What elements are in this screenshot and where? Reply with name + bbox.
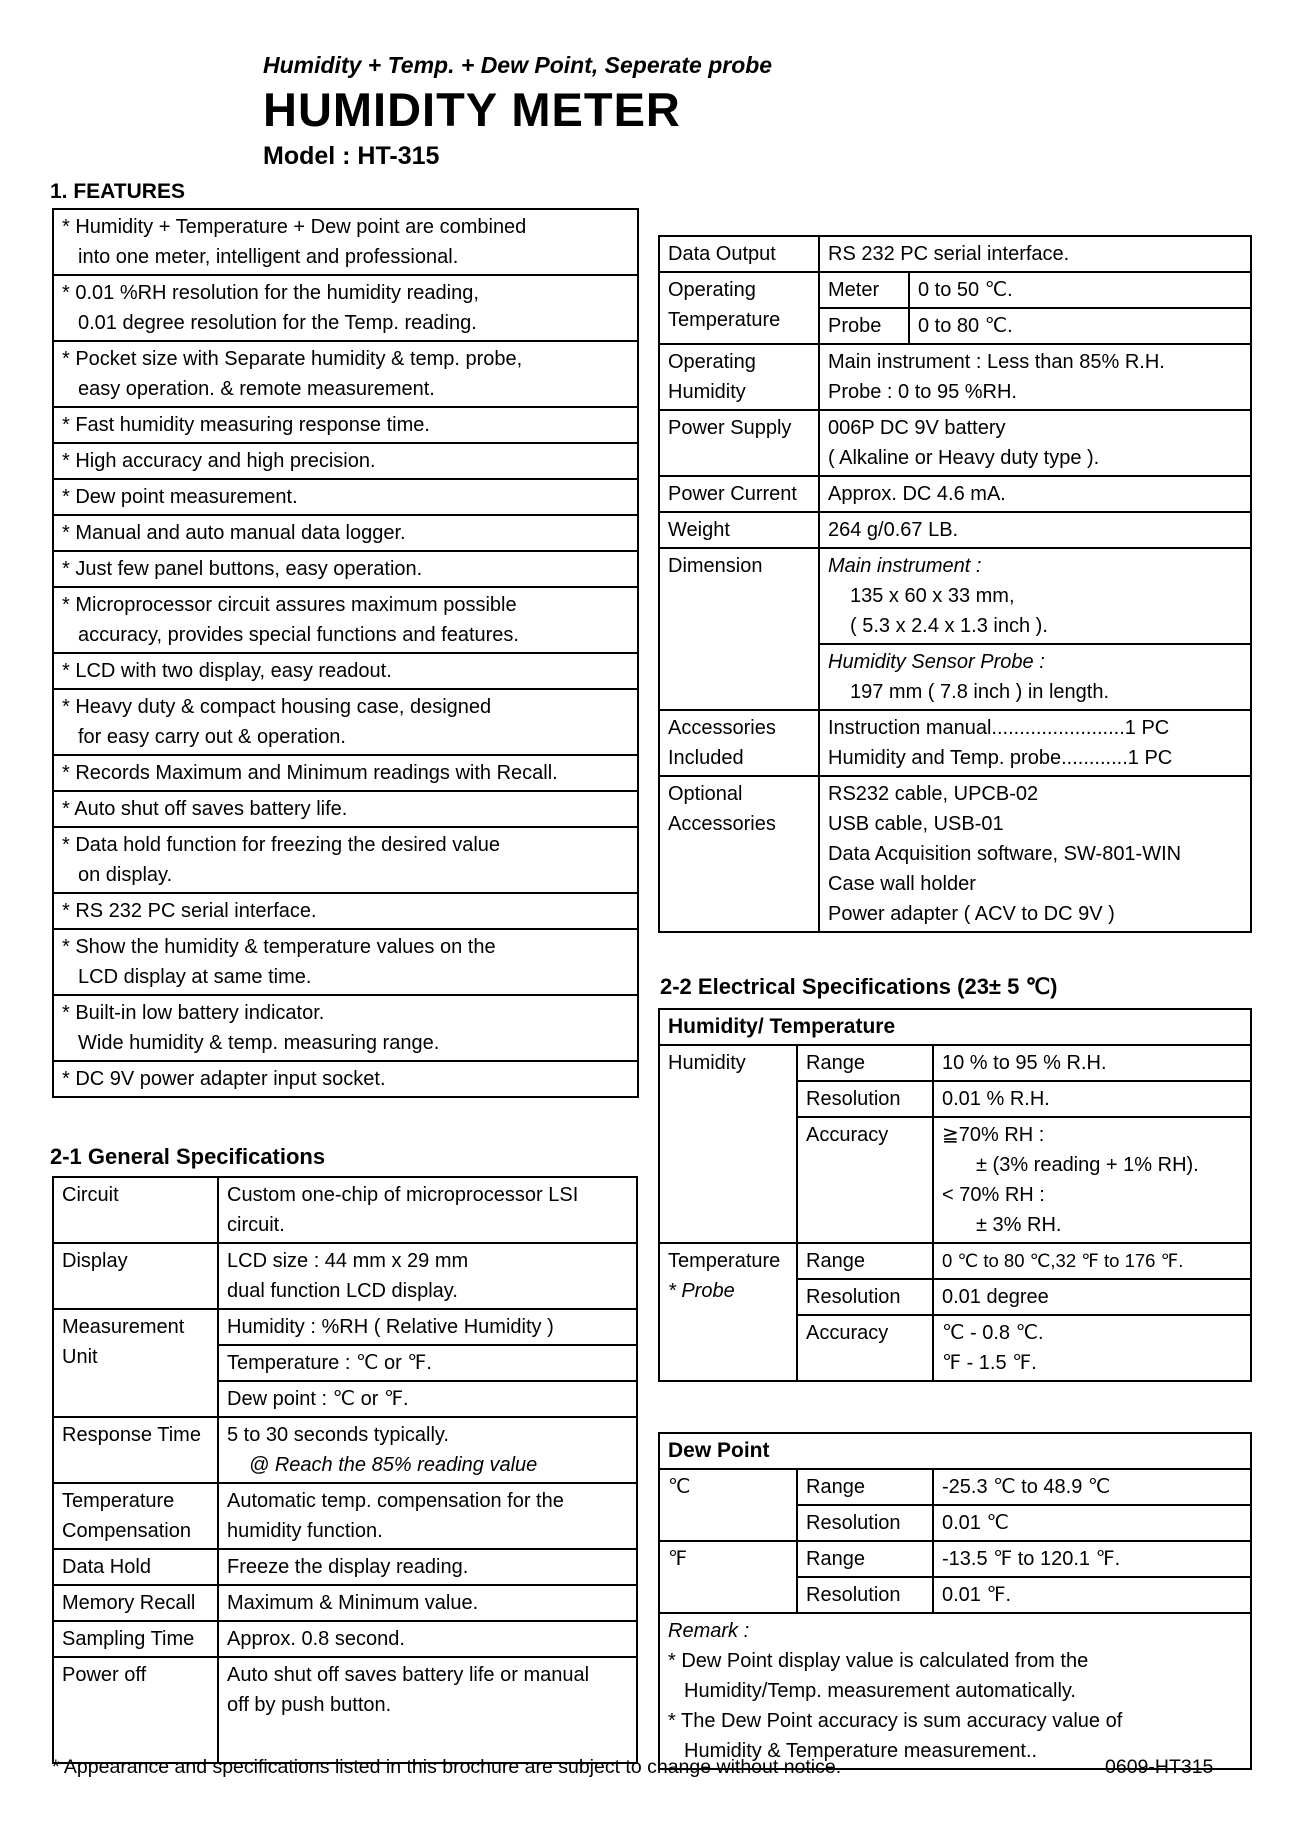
feature-cell	[53, 827, 638, 893]
dew-table-header: Dew Point	[659, 1433, 1251, 1469]
feature-row	[53, 341, 638, 407]
dimension-main-title: Main instrument :	[828, 555, 982, 577]
feature-line: * High accuracy and high precision.	[62, 450, 376, 472]
spec-value-line: Data Acquisition software, SW-801-WIN	[828, 843, 1182, 865]
feature-line: for easy carry out & operation.	[78, 726, 346, 748]
feature-row	[53, 995, 638, 1061]
spec-label-line: Accessories	[668, 813, 776, 835]
spec-key: Accuracy	[797, 1117, 933, 1243]
spec-value: 0.01 % R.H.	[933, 1081, 1251, 1117]
feature-cell	[53, 341, 638, 407]
dew-fahrenheit-range-row	[659, 1541, 1251, 1577]
feature-line: * Fast humidity measuring response time.	[62, 414, 430, 436]
feature-cell	[53, 587, 638, 653]
spec-table-main	[658, 235, 1252, 933]
spec-label-line: Compensation	[62, 1520, 191, 1542]
feature-row	[53, 209, 638, 275]
spec-key: Range	[797, 1469, 933, 1505]
spec-row-power-supply	[659, 410, 1251, 476]
dew-header-row	[659, 1433, 1251, 1469]
spec-row-weight	[659, 512, 1251, 548]
spec-label-line: Operating	[668, 351, 756, 373]
spec-label-line: Optional	[668, 783, 743, 805]
footer-document-code: 0609-HT315	[1105, 1756, 1214, 1778]
spec-key: Resolution	[797, 1505, 933, 1541]
spec-label	[659, 272, 819, 344]
feature-line: * Humidity + Temperature + Dew point are combined	[62, 216, 527, 238]
remark-title: Remark :	[668, 1620, 750, 1642]
feature-cell	[53, 407, 638, 443]
spec-key: Resolution	[797, 1279, 933, 1315]
spec-row-dimension	[659, 548, 1251, 710]
spec-key: Range	[797, 1243, 933, 1279]
general-row-circuit	[53, 1177, 637, 1243]
general-row-measurement-unit	[53, 1309, 637, 1345]
feature-line: LCD display at same time.	[78, 966, 312, 988]
general-specs-heading: 2-1 General Specifications	[50, 1144, 326, 1169]
accuracy-line: < 70% RH :	[942, 1184, 1045, 1206]
dimension-probe-block	[820, 643, 1250, 709]
feature-cell	[53, 275, 638, 341]
feature-cell	[53, 755, 638, 791]
spec-value: Humidity : %RH ( Relative Humidity )	[218, 1309, 637, 1345]
spec-value	[819, 710, 1251, 776]
spec-value-line: Custom one-chip of microprocessor LSI	[227, 1184, 579, 1206]
spec-value: 0.01 ℉.	[933, 1577, 1251, 1613]
feature-cell	[53, 479, 638, 515]
spec-label-line: Measurement	[62, 1316, 185, 1338]
spec-value: 10 % to 95 % R.H.	[933, 1045, 1251, 1081]
spec-value-line: circuit.	[227, 1214, 285, 1236]
spec-value-line: Auto shut off saves battery life or manual	[227, 1664, 590, 1686]
spec-label-line: Included	[668, 747, 744, 769]
feature-cell	[53, 1061, 638, 1097]
spec-value-line: humidity function.	[227, 1520, 383, 1542]
spec-label: Data Hold	[53, 1549, 218, 1585]
spec-value: Freeze the display reading.	[218, 1549, 637, 1585]
spec-value	[218, 1483, 637, 1549]
spec-label: Power off	[53, 1657, 218, 1763]
spec-label	[659, 710, 819, 776]
spec-row-optional-accessories	[659, 776, 1251, 932]
spec-value	[819, 410, 1251, 476]
spec-value-line: Main instrument : Less than 85% R.H.	[828, 351, 1165, 373]
spec-key: Range	[797, 1541, 933, 1577]
spec-value-line: Probe : 0 to 95 %RH.	[828, 381, 1017, 403]
product-title: HUMIDITY METER	[263, 83, 681, 136]
feature-row	[53, 479, 638, 515]
product-model: Model : HT-315	[263, 142, 440, 170]
spec-subkey: Probe	[819, 308, 909, 344]
spec-value: Approx. DC 4.6 mA.	[819, 476, 1251, 512]
spec-value: 264 g/0.67 LB.	[819, 512, 1251, 548]
spec-label	[53, 1309, 218, 1417]
ht-temperature-range-row	[659, 1243, 1251, 1279]
spec-value: -25.3 ℃ to 48.9 ℃	[933, 1469, 1251, 1505]
section-label-note: * Probe	[668, 1280, 735, 1302]
spec-value: -13.5 ℉ to 120.1 ℉.	[933, 1541, 1251, 1577]
spec-value-line: Power adapter ( ACV to DC 9V )	[828, 903, 1115, 925]
general-row-sampling-time	[53, 1621, 637, 1657]
document-header	[263, 52, 772, 171]
spec-value-note: @ Reach the 85% reading value	[249, 1454, 538, 1476]
ht-table-header: Humidity/ Temperature	[659, 1009, 1251, 1045]
feature-row	[53, 893, 638, 929]
unit-label-celsius: ℃	[659, 1469, 797, 1541]
feature-row	[53, 551, 638, 587]
spec-value: Maximum & Minimum value.	[218, 1585, 637, 1621]
remark-line: * The Dew Point accuracy is sum accuracy value of	[668, 1710, 1123, 1732]
feature-line: 0.01 degree resolution for the Temp. reading.	[78, 312, 477, 334]
section-label-line: Temperature	[668, 1250, 781, 1272]
spec-value	[819, 776, 1251, 932]
accuracy-line: ± 3% RH.	[976, 1214, 1062, 1236]
unit-label-fahrenheit: ℉	[659, 1541, 797, 1613]
spec-value	[218, 1657, 637, 1763]
spec-value-line: off by push button.	[227, 1694, 392, 1716]
general-row-temperature-compensation	[53, 1483, 637, 1549]
humidity-temperature-table	[658, 1008, 1252, 1382]
spec-value-line: RS232 cable, UPCB-02	[828, 783, 1039, 805]
feature-cell	[53, 551, 638, 587]
dimension-probe-title: Humidity Sensor Probe :	[828, 651, 1045, 673]
spec-value: 0.01 ℃	[933, 1505, 1251, 1541]
feature-cell	[53, 995, 638, 1061]
general-row-memory-recall	[53, 1585, 637, 1621]
spec-value-line: 5 to 30 seconds typically.	[227, 1424, 449, 1446]
feature-cell	[53, 515, 638, 551]
spec-row-operating-temperature	[659, 272, 1251, 308]
spec-label	[53, 1483, 218, 1549]
spec-value: Dew point : ℃ or ℉.	[218, 1381, 637, 1417]
spec-value-line: LCD size : 44 mm x 29 mm	[227, 1250, 469, 1272]
footer-disclaimer: * Appearance and specifications listed in this brochure are subject to change without notice.	[52, 1756, 842, 1778]
spec-value: RS 232 PC serial interface.	[819, 236, 1251, 272]
feature-row	[53, 443, 638, 479]
dimension-probe-line: 197 mm ( 7.8 inch ) in length.	[850, 681, 1110, 703]
spec-value: 0 to 80 ℃.	[909, 308, 1251, 344]
feature-line: Wide humidity & temp. measuring range.	[78, 1032, 440, 1054]
dew-celsius-range-row	[659, 1469, 1251, 1505]
spec-row-operating-humidity	[659, 344, 1251, 410]
feature-line: into one meter, intelligent and professional.	[78, 246, 459, 268]
spec-value: Temperature : ℃ or ℉.	[218, 1345, 637, 1381]
spec-label: Dimension	[659, 548, 819, 710]
feature-line: * LCD with two display, easy readout.	[62, 660, 392, 682]
spec-value-line: Automatic temp. compensation for the	[227, 1490, 564, 1512]
feature-cell	[53, 689, 638, 755]
general-row-data-hold	[53, 1549, 637, 1585]
feature-line: * Built-in low battery indicator.	[62, 1002, 325, 1024]
spec-key: Resolution	[797, 1081, 933, 1117]
spec-label: Power Supply	[659, 410, 819, 476]
feature-line: * Show the humidity & temperature values on the	[62, 936, 496, 958]
spec-label: Power Current	[659, 476, 819, 512]
spec-label: Sampling Time	[53, 1621, 218, 1657]
spec-value	[218, 1243, 637, 1309]
spec-value	[218, 1177, 637, 1243]
feature-line: * Records Maximum and Minimum readings with Recall.	[62, 762, 558, 784]
general-specs-table	[52, 1176, 638, 1764]
spec-label-line: Temperature	[668, 309, 781, 331]
spec-subkey: Meter	[819, 272, 909, 308]
feature-cell	[53, 791, 638, 827]
feature-cell	[53, 929, 638, 995]
feature-cell	[53, 443, 638, 479]
dimension-main-block	[820, 549, 1250, 643]
spec-label-line: Humidity	[668, 381, 746, 403]
spec-key: Resolution	[797, 1577, 933, 1613]
spec-key: Range	[797, 1045, 933, 1081]
accuracy-line: ≧70% RH :	[942, 1124, 1045, 1146]
remark-line: Humidity/Temp. measurement automatically.	[684, 1680, 1076, 1702]
remark-line: * Dew Point display value is calculated from the	[668, 1650, 1089, 1672]
spec-label: Display	[53, 1243, 218, 1309]
feature-row	[53, 827, 638, 893]
spec-label: Memory Recall	[53, 1585, 218, 1621]
spec-value-line: Humidity and Temp. probe............1 PC	[828, 747, 1173, 769]
feature-line: on display.	[78, 864, 173, 886]
accuracy-line: ℃ - 0.8 ℃.	[942, 1322, 1044, 1344]
feature-line: * Auto shut off saves battery life.	[62, 798, 348, 820]
feature-line: * Data hold function for freezing the desired value	[62, 834, 501, 856]
feature-line: * Dew point measurement.	[62, 486, 298, 508]
spec-value-line: 0 ℃ to 80 ℃,32 ℉ to 176 ℉.	[942, 1250, 1184, 1271]
feature-cell	[53, 209, 638, 275]
general-row-display	[53, 1243, 637, 1309]
feature-cell	[53, 653, 638, 689]
section-label	[659, 1243, 797, 1381]
feature-row	[53, 791, 638, 827]
accuracy-line: ℉ - 1.5 ℉.	[942, 1352, 1037, 1374]
feature-row	[53, 653, 638, 689]
feature-row	[53, 587, 638, 653]
spec-value-line: USB cable, USB-01	[828, 813, 1004, 835]
product-tagline: Humidity + Temp. + Dew Point, Seperate probe	[263, 52, 773, 78]
spec-row-power-current	[659, 476, 1251, 512]
feature-row	[53, 407, 638, 443]
spec-value-line: dual function LCD display.	[227, 1280, 458, 1302]
spec-row-accessories-included	[659, 710, 1251, 776]
electrical-specs-heading: 2-2 Electrical Specifications (23± 5 ℃)	[660, 974, 1058, 999]
spec-value: 0 to 50 ℃.	[909, 272, 1251, 308]
feature-row	[53, 689, 638, 755]
spec-value-line: 006P DC 9V battery	[828, 417, 1006, 439]
feature-row	[53, 515, 638, 551]
spec-value-line: ( Alkaline or Heavy duty type ).	[828, 447, 1100, 469]
feature-row	[53, 1061, 638, 1097]
feature-row	[53, 929, 638, 995]
feature-line: accuracy, provides special functions and features.	[78, 624, 519, 646]
features-heading: 1. FEATURES	[50, 180, 185, 203]
spec-label: Circuit	[53, 1177, 218, 1243]
feature-line: * Pocket size with Separate humidity & temp. probe,	[62, 348, 523, 370]
remark-cell	[659, 1613, 1251, 1769]
spec-value-line: Instruction manual........................1 PC	[828, 717, 1170, 739]
ht-humidity-range-row	[659, 1045, 1251, 1081]
spec-label: Response Time	[53, 1417, 218, 1483]
accuracy-line: ± (3% reading + 1% RH).	[976, 1154, 1199, 1176]
ht-header-row	[659, 1009, 1251, 1045]
feature-line: * RS 232 PC serial interface.	[62, 900, 317, 922]
spec-label-line: Accessories	[668, 717, 776, 739]
general-row-response-time	[53, 1417, 637, 1483]
feature-line: * DC 9V power adapter input socket.	[62, 1068, 386, 1090]
feature-row	[53, 755, 638, 791]
feature-row	[53, 275, 638, 341]
spec-label-line: Temperature	[62, 1490, 175, 1512]
feature-line: * Heavy duty & compact housing case, designed	[62, 696, 492, 718]
general-row-power-off	[53, 1657, 637, 1763]
feature-line: * Microprocessor circuit assures maximum possible	[62, 594, 517, 616]
spec-label	[659, 344, 819, 410]
spec-value: 0.01 degree	[933, 1279, 1251, 1315]
dew-remark-row	[659, 1613, 1251, 1769]
spec-value	[819, 548, 1251, 710]
section-label: Humidity	[659, 1045, 797, 1243]
feature-line: * Manual and auto manual data logger.	[62, 522, 406, 544]
spec-key: Accuracy	[797, 1315, 933, 1381]
spec-value	[933, 1243, 1251, 1279]
spec-label	[659, 776, 819, 932]
spec-value: Approx. 0.8 second.	[218, 1621, 637, 1657]
feature-line: * Just few panel buttons, easy operation.	[62, 558, 423, 580]
spec-value	[819, 344, 1251, 410]
spec-label: Weight	[659, 512, 819, 548]
dew-point-table	[658, 1432, 1252, 1770]
spec-label-line: Operating	[668, 279, 756, 301]
feature-cell	[53, 893, 638, 929]
spec-value	[218, 1417, 637, 1483]
spec-label-line: Unit	[62, 1346, 98, 1368]
spec-value-line: Case wall holder	[828, 873, 976, 895]
spec-value	[933, 1117, 1251, 1243]
feature-line: * 0.01 %RH resolution for the humidity reading,	[62, 282, 479, 304]
spec-value	[933, 1315, 1251, 1381]
feature-line: easy operation. & remote measurement.	[78, 378, 435, 400]
spec-label: Data Output	[659, 236, 819, 272]
dimension-main-line: 135 x 60 x 33 mm,	[850, 585, 1015, 607]
remark-line: Humidity & Temperature measurement..	[684, 1740, 1038, 1762]
spec-row-data-output	[659, 236, 1251, 272]
dimension-main-line: ( 5.3 x 2.4 x 1.3 inch ).	[850, 615, 1048, 637]
features-table	[52, 208, 639, 1098]
